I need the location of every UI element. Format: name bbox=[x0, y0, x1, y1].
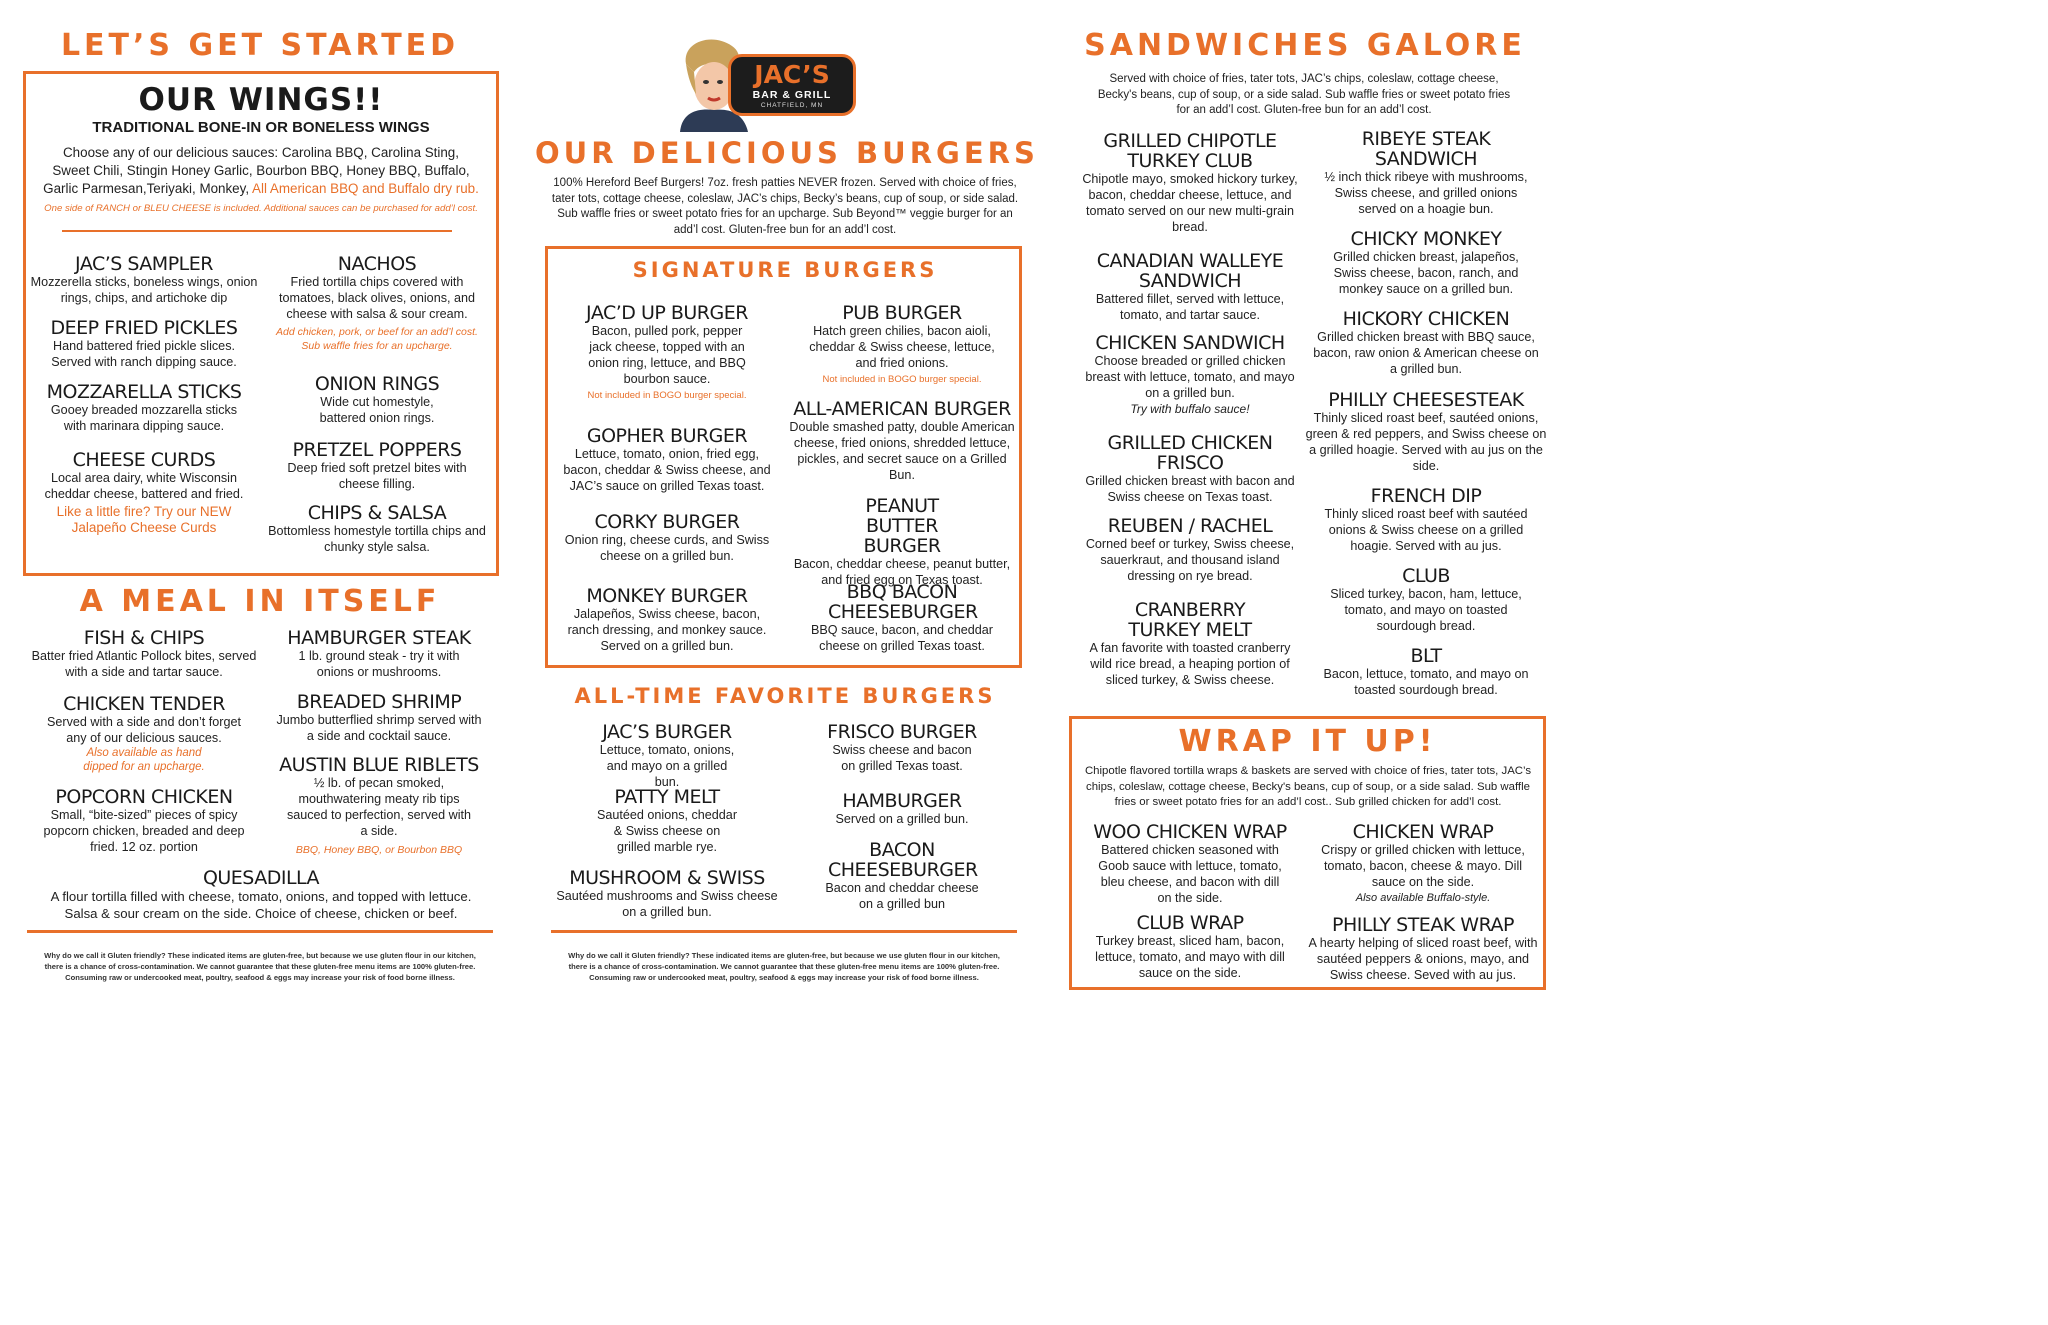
item-name: NACHOS bbox=[337, 253, 417, 275]
item-desc: A fan favorite with toasted cranberry wild rice bread, a heaping portion of sliced turkey, & Swiss cheese. bbox=[1089, 641, 1291, 687]
menu-item-quesadilla bbox=[30, 868, 492, 922]
item-desc: Sautéed onions, cheddar & Swiss cheese on grilled marble rye. bbox=[596, 808, 738, 854]
item-desc: Choose breaded or grilled chicken breast with lettuce, tomato, and mayo on a grilled bun. bbox=[1085, 354, 1295, 400]
section-title-delicious-burgers: OUR DELICIOUS BURGERS bbox=[535, 136, 1039, 170]
item-desc: Onion ring, cheese curds, and Swiss cheese on a grilled bun. bbox=[564, 533, 770, 563]
item-desc: Wide cut homestyle, battered onion rings. bbox=[319, 395, 435, 425]
menu-item-philly-steak-wrap bbox=[1304, 915, 1542, 983]
wings-description bbox=[35, 144, 487, 198]
item-desc: Jalapeños, Swiss cheese, bacon, ranch dressing, and monkey sauce. Served on a grilled bun. bbox=[567, 607, 767, 653]
item-name: PHILLY STEAK WRAP bbox=[1332, 914, 1514, 936]
item-note: Not included in BOGO burger special. bbox=[587, 390, 747, 401]
left-disclaimer: Why do we call it Gluten friendly? These indicated items are gluten-free, but because we use gluten flour in our kitchen, there is a chance of cross-contamination. We cannot guarantee that these gluten-free menu items are 100% gluten-free. Consuming raw or undercooked meat, poultry, seafood & eggs may increase your risk of food borne illness. bbox=[44, 951, 476, 982]
menu-item-chicken-sandwich bbox=[1074, 333, 1306, 417]
item-note: Add chicken, pork, or beef for an add’l cost. Sub waffle fries for an upcharge. bbox=[276, 326, 478, 352]
menu-item-gopher-burger bbox=[556, 426, 778, 494]
menu-item-pretzel-poppers bbox=[266, 440, 488, 492]
item-desc: Grilled chicken breast with bacon and Swiss cheese on Texas toast. bbox=[1085, 474, 1295, 504]
left-footer-divider bbox=[27, 930, 493, 933]
item-name: JAC’S SAMPLER bbox=[75, 253, 213, 275]
wrap-intro: Chipotle flavored tortilla wraps & baskets are served with choice of fries, tater tots, JAC’s chips, coleslaw, cottage cheese, Becky's beans, cup of soup, or a side salad. Sub waffle fries or sweet potato fries for an add’l cost.. Sub grilled chicken for add’l cost. bbox=[1084, 765, 1532, 808]
wings-subtitle: TRADITIONAL BONE-IN OR BONELESS WINGS bbox=[92, 119, 430, 136]
item-desc: Served on a grilled bun. bbox=[835, 812, 969, 826]
logo-sub: BAR & GRILL bbox=[752, 89, 832, 101]
menu-item-mozzarella-sticks bbox=[30, 382, 258, 434]
logo-name: JAC’S bbox=[754, 60, 830, 89]
menu-item-chicken-tender bbox=[30, 694, 258, 774]
item-name: PHILLY CHEESESTEAK bbox=[1328, 389, 1524, 411]
item-desc: Thinly sliced roast beef with sautéed onions & Swiss cheese on a grilled hoagie. Served with au jus. bbox=[1324, 507, 1528, 553]
item-name: JAC’D UP BURGER bbox=[586, 302, 748, 324]
menu-item-jacs-sampler bbox=[30, 254, 258, 306]
item-name: AUSTIN BLUE RIBLETS bbox=[279, 754, 479, 776]
item-desc: A flour tortilla filled with cheese, tomato, onions, and topped with lettuce. Salsa & sour cream on the side. Choice of cheese, chicken or beef. bbox=[50, 889, 472, 921]
item-desc: Battered chicken seasoned with Goob sauce with lettuce, tomato, bleu cheese, and bacon with dill on the side. bbox=[1098, 843, 1282, 905]
item-name: FRISCO BURGER bbox=[827, 721, 977, 743]
section-title-wrap-it-up: WRAP IT UP! bbox=[1178, 724, 1437, 759]
logo bbox=[672, 32, 857, 132]
item-desc: Battered fillet, served with lettuce, tomato, and tartar sauce. bbox=[1095, 292, 1285, 322]
item-note: Not included in BOGO burger special. bbox=[822, 374, 982, 385]
item-name: CANADIAN WALLEYE SANDWICH bbox=[1096, 250, 1284, 292]
menu-item-monkey-burger bbox=[556, 586, 778, 654]
item-name: ALL-AMERICAN BURGER bbox=[793, 398, 1011, 420]
menu-item-grilled-chicken-frisco bbox=[1074, 433, 1306, 505]
item-desc: Sliced turkey, bacon, ham, lettuce, tomato, and mayo on toasted sourdough bread. bbox=[1330, 587, 1522, 633]
item-name: GRILLED CHICKEN FRISCO bbox=[1107, 432, 1273, 474]
menu-item-canadian-walleye bbox=[1074, 251, 1306, 323]
section-title-meal-in-itself: A MEAL IN ITSELF bbox=[79, 584, 441, 619]
item-name: CHICKEN SANDWICH bbox=[1095, 332, 1285, 354]
item-name: CLUB WRAP bbox=[1136, 912, 1244, 934]
item-name: HAMBURGER bbox=[842, 790, 962, 812]
item-name: PUB BURGER bbox=[842, 302, 962, 324]
item-name: CHICKEN TENDER bbox=[63, 693, 225, 715]
wings-note: One side of RANCH or BLEU CHEESE is included. Additional sauces can be purchased for add’l cost. bbox=[44, 203, 478, 214]
item-name: POPCORN CHICKEN bbox=[55, 786, 233, 808]
item-desc: Bacon, lettuce, tomato, and mayo on toasted sourdough bread. bbox=[1323, 667, 1529, 697]
item-desc: Hand battered fried pickle slices. Served with ranch dipping sauce. bbox=[51, 339, 237, 369]
item-name: CHEESE CURDS bbox=[72, 449, 216, 471]
item-name: CORKY BURGER bbox=[594, 511, 740, 533]
menu-item-breaded-shrimp bbox=[266, 692, 492, 744]
item-note: BBQ, Honey BBQ, or Bourbon BBQ bbox=[295, 844, 463, 856]
item-name: CLUB bbox=[1402, 565, 1450, 587]
wings-title: OUR WINGS!! bbox=[138, 82, 384, 118]
item-name: CHIPS & SALSA bbox=[307, 502, 447, 524]
menu-item-austin-blue-riblets bbox=[266, 755, 492, 857]
item-name: CHICKEN WRAP bbox=[1352, 821, 1494, 843]
menu-item-bacon-cheeseburger bbox=[788, 840, 1016, 912]
menu-item-pub-burger bbox=[788, 303, 1016, 387]
item-desc: Crispy or grilled chicken with lettuce, tomato, bacon, cheese & mayo. Dill sauce on the side. bbox=[1321, 843, 1525, 889]
item-name: FRENCH DIP bbox=[1370, 485, 1482, 507]
menu-item-nachos bbox=[266, 254, 488, 353]
item-note: Also available as hand dipped for an upcharge. bbox=[83, 747, 205, 773]
item-desc: Hatch green chilies, bacon aioli, cheddar & Swiss cheese, lettuce, and fried onions. bbox=[809, 324, 995, 370]
item-name: QUESADILLA bbox=[202, 867, 320, 889]
item-name: REUBEN / RACHEL bbox=[1107, 515, 1273, 537]
item-desc: Batter fried Atlantic Pollock bites, served with a side and tartar sauce. bbox=[31, 649, 257, 679]
item-name: BACON CHEESEBURGER bbox=[828, 839, 978, 881]
menu-item-chips-salsa bbox=[266, 503, 488, 555]
menu-item-chicken-wrap bbox=[1308, 822, 1538, 906]
item-name: CRANBERRY TURKEY MELT bbox=[1128, 599, 1252, 641]
menu-item-fish-chips bbox=[30, 628, 258, 680]
item-name: BBQ BACON CHEESEBURGER bbox=[828, 581, 978, 623]
item-name: BLT bbox=[1410, 645, 1442, 667]
item-name: CHICKY MONKEY bbox=[1350, 228, 1502, 250]
wings-divider bbox=[62, 230, 452, 232]
item-desc: BBQ sauce, bacon, and cheddar cheese on grilled Texas toast. bbox=[810, 623, 994, 653]
item-desc: Lettuce, tomato, onion, fried egg, bacon, cheddar & Swiss cheese, and JAC’s sauce on grilled Texas toast. bbox=[563, 447, 771, 493]
logo-town: CHATFIELD, MN bbox=[760, 102, 824, 109]
menu-item-ribeye-steak-sandwich bbox=[1310, 129, 1542, 217]
item-name: WOO CHICKEN WRAP bbox=[1093, 821, 1287, 843]
menu-item-grilled-chipotle-turkey-club bbox=[1074, 131, 1306, 235]
item-desc: Lettuce, tomato, onions, and mayo on a grilled bun. bbox=[599, 743, 735, 789]
section-title-lets-get-started: LET’S GET STARTED bbox=[60, 28, 460, 63]
middle-footer-divider bbox=[551, 930, 1017, 933]
sandwiches-intro: Served with choice of fries, tater tots, JAC’s chips, coleslaw, cottage cheese, Becky's beans, cup of soup, or a side salad. Sub waffle fries or sweet potato fries for an add’l cost. Gluten-free bun for an add’l cost. bbox=[1097, 73, 1511, 116]
item-name: FISH & CHIPS bbox=[83, 627, 205, 649]
menu-item-peanut-butter-burger bbox=[788, 496, 1016, 588]
menu-item-blt bbox=[1310, 646, 1542, 698]
menu-item-cranberry-turkey-melt bbox=[1074, 600, 1306, 688]
item-desc: Sautéed mushrooms and Swiss cheese on a grilled bun. bbox=[556, 889, 778, 919]
item-desc: Fried tortilla chips covered with tomatoes, black olives, onions, and cheese with salsa & sour cream. bbox=[278, 275, 475, 321]
item-desc: Bacon, pulled pork, pepper jack cheese, topped with an onion ring, lettuce, and BBQ bourbon sauce. bbox=[588, 324, 746, 386]
menu-item-bbq-bacon-cheeseburger bbox=[788, 582, 1016, 654]
item-name: PEANUT BUTTER BURGER bbox=[863, 495, 941, 557]
item-name: PATTY MELT bbox=[614, 786, 720, 808]
item-desc: Gooey breaded mozzarella sticks with marinara dipping sauce. bbox=[50, 403, 238, 433]
item-desc: Double smashed patty, double American cheese, fried onions, shredded lettuce, pickles, and secret sauce on a Grilled Bun. bbox=[789, 420, 1015, 482]
item-name: MOZZARELLA STICKS bbox=[46, 381, 242, 403]
item-name: JAC’S BURGER bbox=[602, 721, 732, 743]
menu-item-hamburger-steak bbox=[266, 628, 492, 680]
menu-item-french-dip bbox=[1310, 486, 1542, 554]
item-name: HICKORY CHICKEN bbox=[1342, 308, 1510, 330]
item-desc: Deep fried soft pretzel bites with cheese filling. bbox=[287, 461, 467, 491]
wings-block bbox=[35, 82, 487, 216]
item-desc: Grilled chicken breast with BBQ sauce, bacon, raw onion & American cheese on a grilled bun. bbox=[1313, 330, 1539, 376]
menu-item-woo-chicken-wrap bbox=[1076, 822, 1304, 906]
section-title-all-time-favorite-burgers: ALL-TIME FAVORITE BURGERS bbox=[574, 684, 996, 708]
item-desc: ½ lb. of pecan smoked, mouthwatering meaty rib tips sauced to perfection, served with a side. bbox=[286, 776, 472, 838]
menu-item-jacd-up-burger bbox=[556, 303, 778, 403]
section-title-signature-burgers: SIGNATURE BURGERS bbox=[632, 258, 938, 282]
item-desc: Chipotle mayo, smoked hickory turkey, bacon, cheddar cheese, lettuce, and tomato served on our new multi-grain bread. bbox=[1082, 172, 1298, 234]
item-desc: Corned beef or turkey, Swiss cheese, sauerkraut, and thousand island dressing on rye bread. bbox=[1085, 537, 1295, 583]
item-name: ONION RINGS bbox=[314, 373, 440, 395]
menu-item-mushroom-swiss bbox=[556, 868, 778, 920]
item-name: GRILLED CHIPOTLE TURKEY CLUB bbox=[1103, 130, 1277, 172]
item-desc: Jumbo butterflied shrimp served with a side and cocktail sauce. bbox=[276, 713, 482, 743]
item-desc: Mozzerella sticks, boneless wings, onion rings, chips, and artichoke dip bbox=[30, 275, 258, 305]
item-name: GOPHER BURGER bbox=[586, 425, 748, 447]
menu-item-patty-melt bbox=[556, 787, 778, 855]
menu-item-popcorn-chicken bbox=[30, 787, 258, 855]
menu-item-reuben-rachel bbox=[1074, 516, 1306, 584]
menu-item-chicky-monkey bbox=[1310, 229, 1542, 297]
logo-badge bbox=[728, 54, 856, 116]
item-note: Like a little fire? Try our NEW Jalapeño Cheese Curds bbox=[56, 504, 232, 535]
menu-item-club-wrap bbox=[1076, 913, 1304, 981]
menu-item-corky-burger bbox=[556, 512, 778, 564]
item-name: BREADED SHRIMP bbox=[296, 691, 462, 713]
item-name: MONKEY BURGER bbox=[586, 585, 748, 607]
item-desc: 1 lb. ground steak - try it with onions or mushrooms. bbox=[298, 649, 460, 679]
menu-item-hickory-chicken bbox=[1310, 309, 1542, 377]
menu-item-onion-rings bbox=[266, 374, 488, 426]
item-desc: Bottomless homestyle tortilla chips and chunky style salsa. bbox=[268, 524, 486, 554]
middle-disclaimer: Why do we call it Gluten friendly? These indicated items are gluten-free, but because we use gluten flour in our kitchen, there is a chance of cross-contamination. We cannot guarantee that these gluten-free menu items are 100% gluten-free. Consuming raw or undercooked meat, poultry, seafood & eggs may increase your risk of food borne illness. bbox=[568, 951, 1000, 982]
menu-item-all-american-burger bbox=[786, 399, 1018, 483]
item-name: PRETZEL POPPERS bbox=[292, 439, 462, 461]
menu-item-cheese-curds bbox=[30, 450, 258, 536]
item-desc: Small, “bite-sized” pieces of spicy popcorn chicken, breaded and deep fried. 12 oz. portion bbox=[43, 808, 245, 854]
item-name: DEEP FRIED PICKLES bbox=[50, 317, 238, 339]
item-note: Try with buffalo sauce! bbox=[1130, 402, 1250, 416]
wings-dry-rub: All American BBQ and Buffalo dry rub. bbox=[252, 181, 479, 196]
item-desc: Served with a side and don’t forget any of our delicious sauces. bbox=[47, 715, 241, 745]
item-desc: A hearty helping of sliced roast beef, with sautéed peppers & onions, mayo, and Swiss cheese. Seved with au jus. bbox=[1308, 936, 1538, 982]
item-name: HAMBURGER STEAK bbox=[287, 627, 471, 649]
item-name: MUSHROOM & SWISS bbox=[569, 867, 765, 889]
item-desc: Bacon, cheddar cheese, peanut butter, and fried egg on Texas toast. bbox=[793, 557, 1011, 587]
menu-item-hamburger bbox=[788, 791, 1016, 827]
item-desc: Turkey breast, sliced ham, bacon, lettuce, tomato, and mayo with dill sauce on the side. bbox=[1095, 934, 1285, 980]
wings-sauces: Choose any of our delicious sauces: Carolina BBQ, Carolina Sting, Sweet Chili, Stingin Honey Garlic, Bourbon BBQ, Honey BBQ, Buffalo, Garlic Parmesan,Teriyaki, Monkey, bbox=[43, 145, 470, 196]
item-name: RIBEYE STEAK SANDWICH bbox=[1361, 128, 1491, 170]
item-desc: ½ inch thick ribeye with mushrooms, Swiss cheese, and grilled onions served on a hoagie bun. bbox=[1324, 170, 1528, 216]
menu-item-club bbox=[1310, 566, 1542, 634]
item-desc: Thinly sliced roast beef, sautéed onions, green & red peppers, and Swiss cheese on a grilled hoagie. Served with au jus on the side. bbox=[1305, 411, 1547, 473]
menu-item-frisco-burger bbox=[788, 722, 1016, 774]
item-note: Also available Buffalo-style. bbox=[1355, 892, 1491, 904]
menu-item-jacs-burger bbox=[556, 722, 778, 790]
item-desc: Swiss cheese and bacon on grilled Texas toast. bbox=[832, 743, 972, 773]
item-desc: Local area dairy, white Wisconsin cheddar cheese, battered and fried. bbox=[44, 471, 244, 501]
menu-item-deep-fried-pickles bbox=[30, 318, 258, 370]
item-desc: Grilled chicken breast, jalapeños, Swiss cheese, bacon, ranch, and monkey sauce on a grilled bun. bbox=[1333, 250, 1519, 296]
item-desc: Bacon and cheddar cheese on a grilled bun bbox=[825, 881, 979, 911]
menu-item-philly-cheesesteak bbox=[1304, 390, 1548, 474]
section-title-sandwiches-galore: SANDWICHES GALORE bbox=[1084, 28, 1526, 63]
burgers-intro: 100% Hereford Beef Burgers! 7oz. fresh patties NEVER frozen. Served with choice of fries, tater tots, cottage cheese, coleslaw, JAC’s chips, Becky’s beans, cup of soup, or side salad. Sub waffle fries or sweet potato fries for an upcharge. Sub Beyond™ veggie burger for an add’l cost. Gluten-free bun for an add’l cost. bbox=[551, 177, 1019, 236]
